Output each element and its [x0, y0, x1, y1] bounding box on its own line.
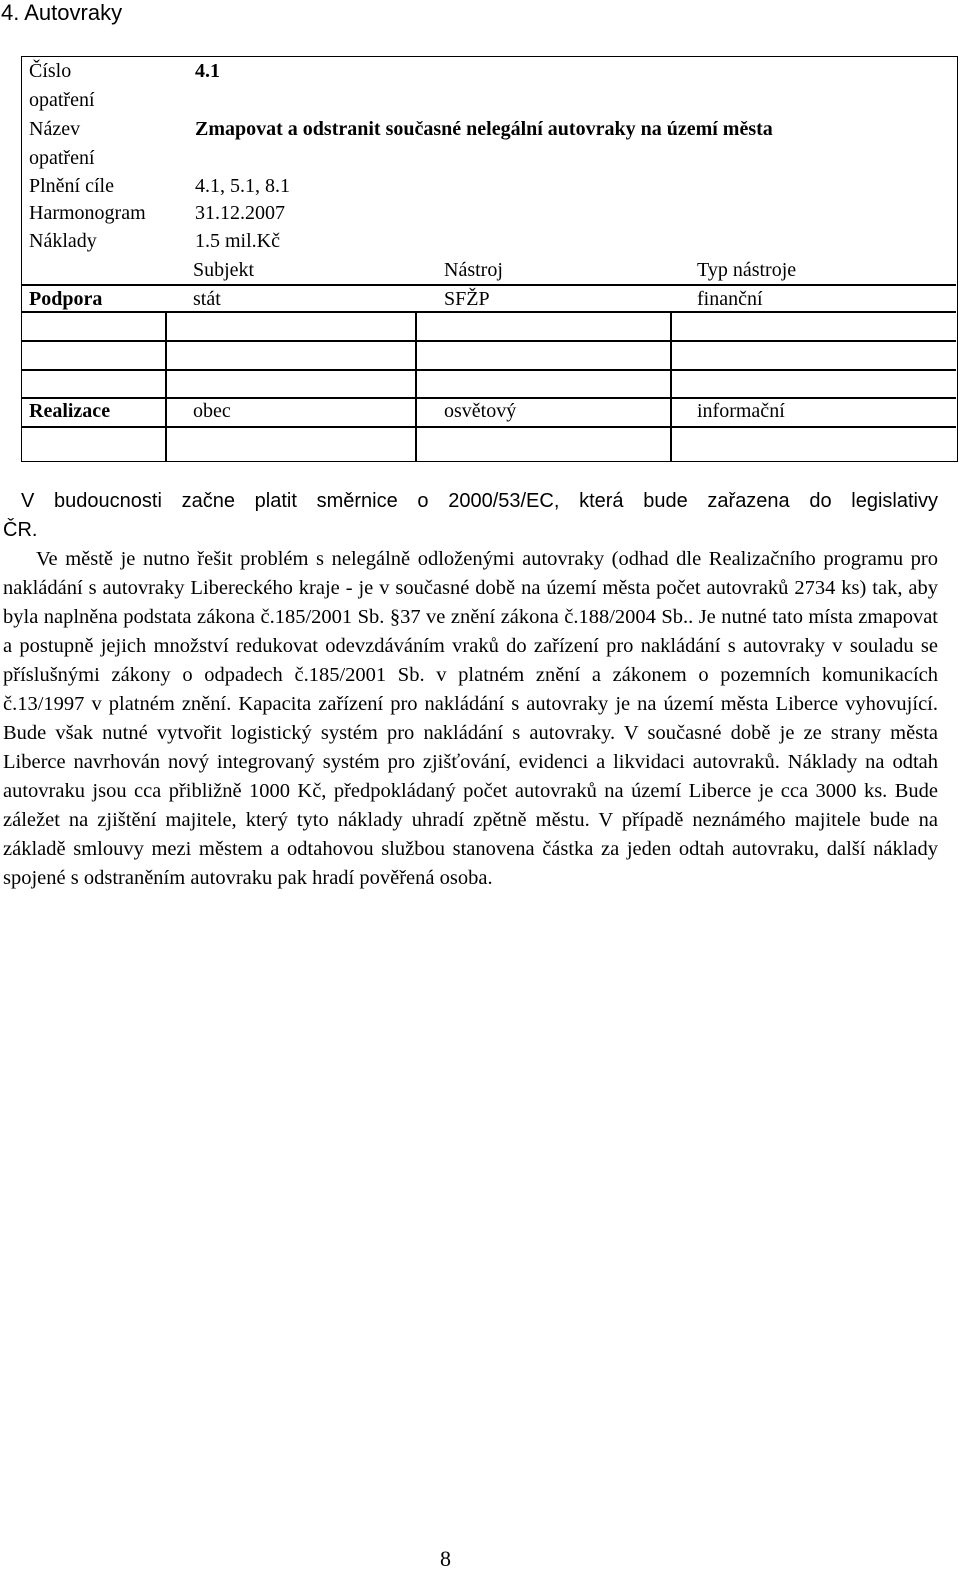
measure-name-label: Název	[29, 118, 81, 140]
page-number: 8	[440, 1546, 451, 1571]
table-column-divider	[165, 426, 167, 461]
table-column-divider	[165, 311, 167, 426]
table-row-divider	[22, 340, 956, 342]
body-paragraph: Ve městě je nutno řešit problém s nelegálně odloženými autovraky (odhad dle Realizačního programu pro nakládání s autovraky Libereckého kraje - je v současné době na území města počet autovraků 2734 ks) tak, aby byla naplněna podstata zákona č.185/2001 Sb. §37 ve znění zákona č.188/2004 Sb.. Je nutné tato místa zmapovat a postupně jejich množství redukovat odevzdáváním vraků do zařízení pro nakládání s autovraky v souladu se příslušnými zákony o odpadech č.185/2001 Sb. v platném znění a zákonem o pozemních komunikacích č.13/1997 v platném znění. Kapacita zařízení pro nakládání s autovraky je na území města Liberce vyhovující. Bude však nutné vytvořit logistický systém pro nakládání s autovraky. V současné době je ze strany města Liberce navrhován nový integrovaný systém pro zjišťování, evidenci a likvidaci autovraků. Náklady na odtah autovraku jsou cca přibližně 1000 Kč, předpokládaný počet autovraků na území Liberce je cca 3000 ks. Bude záležet na zjištění majitele, který tyto náklady uhradí zpětně městu. V případě neznámého majitele bude na základě smlouvy mezi městem a odtahovou službou stanovena částka za jeden odtah autovraku, další náklady spojené s odstraněním autovraku pak hradí pověřená osoba.	[3, 548, 938, 889]
table-column-divider	[415, 426, 417, 461]
measure-name-label-line2: opatření	[29, 147, 95, 169]
support-tool-type: finanční	[697, 288, 763, 310]
implementation-tool: osvětový	[444, 400, 517, 422]
implementation-tool-type: informační	[697, 400, 785, 422]
table-column-divider	[670, 311, 672, 426]
intro-paragraph-line1: V budoucnosti začne platit směrnice o 2000/53/EC, která bude zařazena do legislativy	[21, 490, 938, 512]
implementation-label: Realizace	[29, 400, 111, 422]
goal-fulfilment-value: 4.1, 5.1, 8.1	[195, 175, 290, 197]
implementation-subject: obec	[193, 400, 231, 422]
goal-fulfilment-label: Plnění cíle	[29, 175, 114, 197]
table-row-divider	[22, 426, 956, 428]
measure-number-value: 4.1	[195, 60, 220, 82]
table-column-divider	[415, 311, 417, 426]
column-header-subject: Subjekt	[193, 259, 255, 281]
measure-name-value: Zmapovat a odstranit současné nelegální autovraky na území města	[195, 118, 773, 140]
support-subject: stát	[193, 288, 221, 310]
measure-number-label-line2: opatření	[29, 89, 95, 111]
support-tool: SFŽP	[444, 288, 490, 310]
intro-paragraph	[3, 487, 938, 545]
costs-value: 1.5 mil.Kč	[195, 230, 280, 252]
measure-number-label: Číslo	[29, 60, 72, 82]
table-column-divider	[670, 426, 672, 461]
schedule-label: Harmonogram	[29, 202, 146, 224]
support-label: Podpora	[29, 288, 103, 310]
table-row-divider	[22, 369, 956, 371]
schedule-value: 31.12.2007	[195, 202, 285, 224]
column-header-tool-type: Typ nástroje	[697, 259, 797, 281]
intro-paragraph-line2: ČR.	[3, 519, 38, 541]
costs-label: Náklady	[29, 230, 97, 252]
column-header-tool: Nástroj	[444, 259, 503, 281]
section-heading: 4. Autovraky	[1, 0, 123, 25]
